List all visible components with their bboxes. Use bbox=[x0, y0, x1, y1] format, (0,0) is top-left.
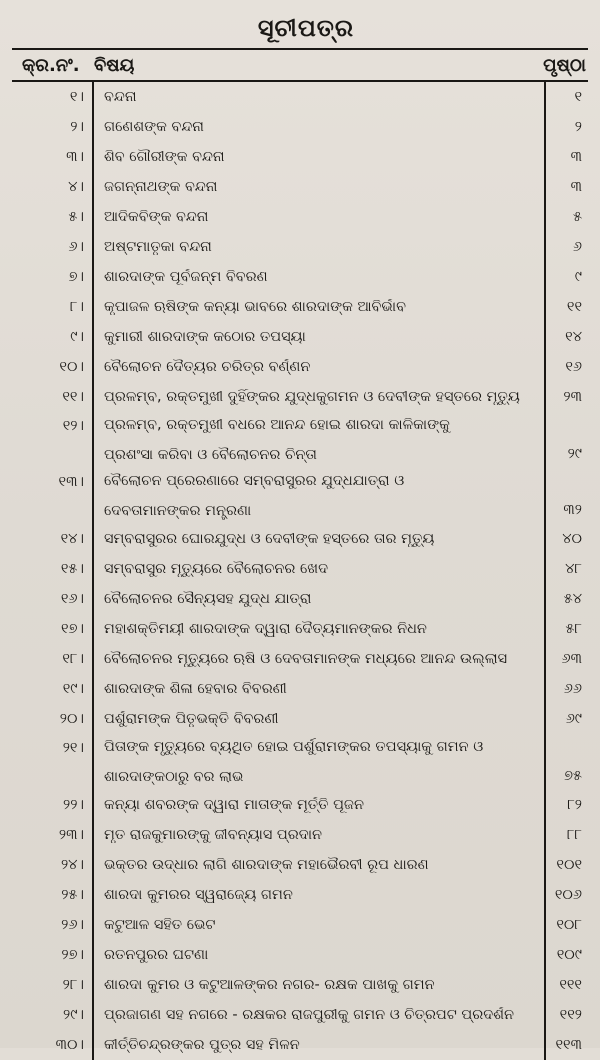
entry-topic-line: କୀର୍ତ୍ତିଚନ୍ଦ୍ରଙ୍କର ପୁତ୍ର ସହ ମିଳନ bbox=[104, 1037, 300, 1053]
entry-topic-line: ଜଗନ୍ନାଥଙ୍କ ବନ୍ଦନା bbox=[104, 179, 218, 195]
entry-number: ୧୮। bbox=[62, 651, 84, 667]
page-column-divider bbox=[544, 82, 546, 1060]
entry-topic bbox=[92, 887, 546, 903]
entry-page-number: ୧ bbox=[574, 89, 582, 105]
entry-topic bbox=[92, 977, 546, 993]
entry-page-number: ୨୯ bbox=[567, 446, 582, 462]
entry-number: ୮। bbox=[69, 299, 84, 315]
entry-number: ୧୫। bbox=[60, 561, 84, 577]
entry-page-number: ୧୧୩ bbox=[555, 1037, 582, 1053]
entry-topic-line: ଦେବତାମାନଙ୍କର ମନ୍ତ୍ରଣା bbox=[104, 503, 252, 519]
entry-topic bbox=[92, 1007, 546, 1023]
table-row bbox=[12, 554, 588, 584]
table-row bbox=[12, 468, 588, 524]
entry-page-number: ୫୮ bbox=[565, 621, 582, 637]
entry-topic-line: ପ୍ରଶଂସା କରିବା ଓ ବୈଲୋଚନର ଚିନ୍ତା bbox=[104, 447, 317, 463]
table-row bbox=[12, 352, 588, 382]
table-row bbox=[12, 1030, 588, 1060]
entry-page-number: ୧୬ bbox=[565, 359, 582, 375]
entry-number: ୨୯। bbox=[63, 1007, 84, 1023]
entry-topic bbox=[92, 468, 546, 524]
table-row bbox=[12, 674, 588, 704]
entry-topic bbox=[92, 531, 546, 547]
table-row bbox=[12, 232, 588, 262]
table-row bbox=[12, 820, 588, 850]
entry-number: ୨୬। bbox=[61, 917, 84, 933]
entry-page-number: ୧୧ bbox=[566, 299, 582, 315]
entry-topic-line: ପ୍ରଳମ୍ବ, ରକ୍ତମୁଖୀ ଦୁହିଁଙ୍କର ଯୁଦ୍ଧକୁଗମନ ଓ ଦେବୀଙ୍କ ହସ୍ତରେ ମୃତ୍ୟୁ bbox=[104, 389, 520, 405]
entry-topic-line: ମୃତ ରାଜକୁମାରଙ୍କୁ ଜୀବନ୍ୟାସ ପ୍ରଦାନ bbox=[104, 827, 323, 843]
entry-page-number: ୨ bbox=[574, 119, 582, 135]
entry-number: ୨୦। bbox=[59, 711, 84, 727]
header-number-label: କ୍ର.ନଂ. bbox=[22, 54, 80, 76]
entry-topic bbox=[92, 359, 546, 375]
table-row bbox=[12, 644, 588, 674]
entry-topic bbox=[92, 734, 546, 790]
table-row bbox=[12, 524, 588, 554]
entry-topic-line: କୃପାଜଳ ଋଷିଙ୍କ କନ୍ୟା ଭାବରେ ଶାରଦାଙ୍କ ଆବିର୍ଭାବ bbox=[104, 299, 406, 315]
entry-number: ୨୮। bbox=[62, 977, 84, 993]
entry-number: ୧୨। bbox=[62, 418, 84, 434]
entry-page-number: ୧୦୯ bbox=[556, 947, 582, 963]
entry-topic bbox=[92, 1037, 546, 1053]
entry-topic bbox=[92, 299, 546, 315]
entry-page-number: ୩ bbox=[570, 179, 582, 195]
entry-page-number: ୮୮ bbox=[566, 827, 582, 843]
entry-number: ୨। bbox=[70, 119, 84, 135]
entry-number: ୨୧। bbox=[62, 740, 84, 756]
entry-topic-line: ଶାରଦାଙ୍କ ଶିଳା ହେବାର ବିବରଣୀ bbox=[104, 681, 287, 697]
entry-topic-line: ବୈଲୋଚନର ମୃତ୍ୟୁରେ ଋଷି ଓ ଦେବତାମାନଙ୍କ ମଧ୍ୟରେ ଆନନ୍ଦ ଉଲ୍ଲାସ bbox=[104, 651, 508, 667]
header-page-label: ପୃଷ୍ଠା bbox=[543, 54, 586, 76]
entry-number: ୨୩। bbox=[58, 827, 84, 843]
entry-number: ୯। bbox=[70, 329, 84, 345]
table-row bbox=[12, 322, 588, 352]
entry-topic-line: ପିତାଙ୍କ ମୃତ୍ୟୁରେ ବ୍ୟଥିତ ହୋଇ ପର୍ଶୁରାମଙ୍କର ତପସ୍ୟାକୁ ଗମନ ଓ bbox=[104, 739, 484, 755]
entry-topic bbox=[92, 412, 546, 468]
entry-topic bbox=[92, 89, 546, 105]
table-row bbox=[12, 412, 588, 468]
number-column-divider bbox=[92, 82, 94, 1060]
table-row bbox=[12, 142, 588, 172]
entry-page-number: ୭୫ bbox=[564, 768, 582, 784]
entry-page-number: ୧୧୧ bbox=[559, 977, 582, 993]
entry-number: ୨୫। bbox=[61, 887, 84, 903]
entry-page-number: ୧୦୧ bbox=[556, 857, 582, 873]
table-row bbox=[12, 850, 588, 880]
entry-topic-line: ବୈଲୋଚନର ସୈନ୍ୟସହ ଯୁଦ୍ଧ ଯାତ୍ରା bbox=[104, 591, 312, 607]
table-row bbox=[12, 790, 588, 820]
table-row bbox=[12, 292, 588, 322]
entry-topic-line: ଶାରଦା କୁମରର ସ୍ୱରାଜ୍ୟେ ଗମନ bbox=[104, 887, 293, 903]
entry-topic bbox=[92, 561, 546, 577]
entry-number: ୧୦। bbox=[59, 359, 84, 375]
table-header bbox=[8, 50, 594, 80]
entry-topic-line: ସମ୍ବରାସୁର ମୃତ୍ୟୁରେ ବୈଲୋଚନର ଖେଦ bbox=[104, 561, 329, 577]
entry-number: ୨୪। bbox=[60, 857, 84, 873]
table-row bbox=[12, 880, 588, 910]
entry-topic-line: ରତନପୁରର ଘଟଣା bbox=[104, 947, 209, 963]
entry-number: ୧୧। bbox=[62, 389, 84, 405]
entry-page-number: ୩ bbox=[570, 149, 582, 165]
contents-table bbox=[12, 82, 588, 1060]
entry-number: ୧୩। bbox=[58, 474, 84, 490]
entry-number: ୩। bbox=[66, 149, 84, 165]
table-row bbox=[12, 82, 588, 112]
entry-topic bbox=[92, 827, 546, 843]
entry-topic-line: କନ୍ୟା ଶବରଙ୍କ ଦ୍ୱାରା ମାତାଙ୍କ ମୂର୍ତ୍ତି ପୂଜନ bbox=[104, 797, 364, 813]
entry-topic-line: ସମ୍ବରାସୁରର ଘୋରଯୁଦ୍ଧ ଓ ଦେବୀଙ୍କ ହସ୍ତରେ ତାର ମୃତ୍ୟୁ bbox=[104, 531, 435, 547]
entry-number: ୫। bbox=[68, 209, 84, 225]
entry-topic bbox=[92, 239, 546, 255]
entry-topic-line: ଶାରଦା କୁମର ଓ କଟୁଆଳଙ୍କର ନଗର- ରକ୍ଷକ ପାଖକୁ ଗମନ bbox=[104, 977, 435, 993]
entry-page-number: ୧୦୮ bbox=[556, 917, 582, 933]
entry-topic-line: ବୈଲୋଚନ ପ୍ରେରଣାରେ ସମ୍ବରାସୁରର ଯୁଦ୍ଧଯାତ୍ରା ଓ bbox=[104, 473, 405, 489]
entry-topic-line: ମହାଶକ୍ତିମୟୀ ଶାରଦାଙ୍କ ଦ୍ୱାରା ଦୈତ୍ୟମାନଙ୍କର ନିଧନ bbox=[104, 621, 427, 637]
entry-topic bbox=[92, 947, 546, 963]
entry-topic-line: ପ୍ରଜାଗଣ ସହ ନଗରେ - ରକ୍ଷକର ରାଜପୁରୀକୁ ଗମନ ଓ ଚିତ୍ରପଟ ପ୍ରଦର୍ଶନ bbox=[104, 1007, 515, 1023]
table-row bbox=[12, 910, 588, 940]
entry-topic-line: ଅଷ୍ଟମାତୃକା ବନ୍ଦନା bbox=[104, 239, 212, 255]
entry-topic bbox=[92, 651, 546, 667]
entry-topic bbox=[92, 621, 546, 637]
entry-number: ୩୦। bbox=[55, 1037, 84, 1053]
entry-topic bbox=[92, 119, 546, 135]
header-topic-label: ବିଷୟ bbox=[94, 54, 135, 76]
page-title: ସୂଚୀପତ୍ର bbox=[257, 14, 355, 42]
entry-topic-line: ଶାରଦାଙ୍କଠାରୁ ବର ଲାଭ bbox=[104, 769, 244, 785]
entry-page-number: ୬୬ bbox=[563, 681, 582, 697]
entry-page-number: ୬୩ bbox=[561, 651, 582, 667]
entry-topic-line: କୁମାରୀ ଶାରଦାଙ୍କ କଠୋର ତପସ୍ୟା bbox=[104, 329, 306, 345]
entry-page-number: ୪୮ bbox=[565, 561, 582, 577]
entry-number: ୪। bbox=[68, 179, 84, 195]
entry-page-number: ୮୨ bbox=[567, 797, 582, 813]
entry-topic bbox=[92, 681, 546, 697]
entry-topic-line: ଶିବ ଗୌରୀଙ୍କ ବନ୍ଦନା bbox=[104, 149, 225, 165]
entry-number: ୨୨। bbox=[63, 797, 84, 813]
table-row bbox=[12, 940, 588, 970]
entry-topic-line: ଆଦିକବିଙ୍କ ବନ୍ଦନା bbox=[104, 209, 209, 225]
table-row bbox=[12, 112, 588, 142]
entry-topic bbox=[92, 209, 546, 225]
entry-topic-line: ଗଣେଶଙ୍କ ବନ୍ଦନା bbox=[104, 119, 204, 135]
entry-page-number: ୪୦ bbox=[562, 531, 582, 547]
entry-topic bbox=[92, 591, 546, 607]
table-row bbox=[12, 262, 588, 292]
entry-topic-line: ବନ୍ଦନା bbox=[104, 89, 137, 105]
entry-page-number: ୬ bbox=[572, 239, 582, 255]
entry-number: ୬। bbox=[68, 239, 84, 255]
entry-topic-line: ବୈଲୋଚନ ଦୈତ୍ୟର ଚରିତ୍ର ବର୍ଣ୍ଣନ bbox=[104, 359, 311, 375]
entry-topic bbox=[92, 917, 546, 933]
table-row bbox=[12, 704, 588, 734]
table-row bbox=[12, 382, 588, 412]
entry-topic bbox=[92, 179, 546, 195]
entry-topic-line: ଶାରଦାଙ୍କ ପୂର୍ବଜନ୍ମ ବିବରଣ bbox=[104, 269, 268, 285]
entry-topic-line: ପ୍ରଳମ୍ବ, ରକ୍ତମୁଖୀ ବଧରେ ଆନନ୍ଦ ହୋଇ ଶାରଦା କାଳିକାଙ୍କୁ bbox=[104, 417, 450, 433]
table-row bbox=[12, 202, 588, 232]
entry-number: ୨୭। bbox=[61, 947, 84, 963]
entry-page-number: ୫ bbox=[572, 209, 582, 225]
entry-page-number: ୯ bbox=[574, 269, 582, 285]
entry-page-number: ୧୦୬ bbox=[554, 887, 582, 903]
entry-number: ୧୯। bbox=[62, 681, 84, 697]
entry-topic bbox=[92, 329, 546, 345]
table-row bbox=[12, 172, 588, 202]
entry-number: ୧୭। bbox=[61, 621, 84, 637]
entry-number: ୭। bbox=[68, 269, 84, 285]
entry-number: ୧୪। bbox=[60, 531, 84, 547]
entry-topic-line: ପର୍ଶୁରାମଙ୍କ ପିତୃଭକ୍ତି ବିବରଣୀ bbox=[104, 711, 279, 727]
entry-topic bbox=[92, 389, 546, 405]
entry-page-number: ୫୪ bbox=[563, 591, 582, 607]
entry-page-number: ୨୩ bbox=[563, 389, 582, 405]
entry-page-number: ୧୪ bbox=[565, 329, 582, 345]
table-row bbox=[12, 1000, 588, 1030]
entry-topic bbox=[92, 797, 546, 813]
entry-topic-line: ଭକ୍ତର ଉଦ୍ଧାର ଲାଗି ଶାରଦାଙ୍କ ମହାଭୈରବୀ ରୂପ ଧାରଣ bbox=[104, 857, 429, 873]
entry-topic bbox=[92, 711, 546, 727]
entry-topic bbox=[92, 269, 546, 285]
entry-page-number: ୧୧୨ bbox=[559, 1007, 582, 1023]
entry-page-number: ୩୨ bbox=[563, 502, 582, 518]
table-row bbox=[12, 734, 588, 790]
table-row bbox=[12, 970, 588, 1000]
entry-number: ୧୬। bbox=[60, 591, 84, 607]
table-row bbox=[12, 614, 588, 644]
entry-topic-line: କଟୁଆଳ ସହିତ ଭେଟ bbox=[104, 917, 216, 933]
entry-page-number: ୬୯ bbox=[565, 711, 582, 727]
entry-topic bbox=[92, 149, 546, 165]
table-row bbox=[12, 584, 588, 614]
entry-topic bbox=[92, 857, 546, 873]
entry-number: ୧। bbox=[69, 89, 84, 105]
